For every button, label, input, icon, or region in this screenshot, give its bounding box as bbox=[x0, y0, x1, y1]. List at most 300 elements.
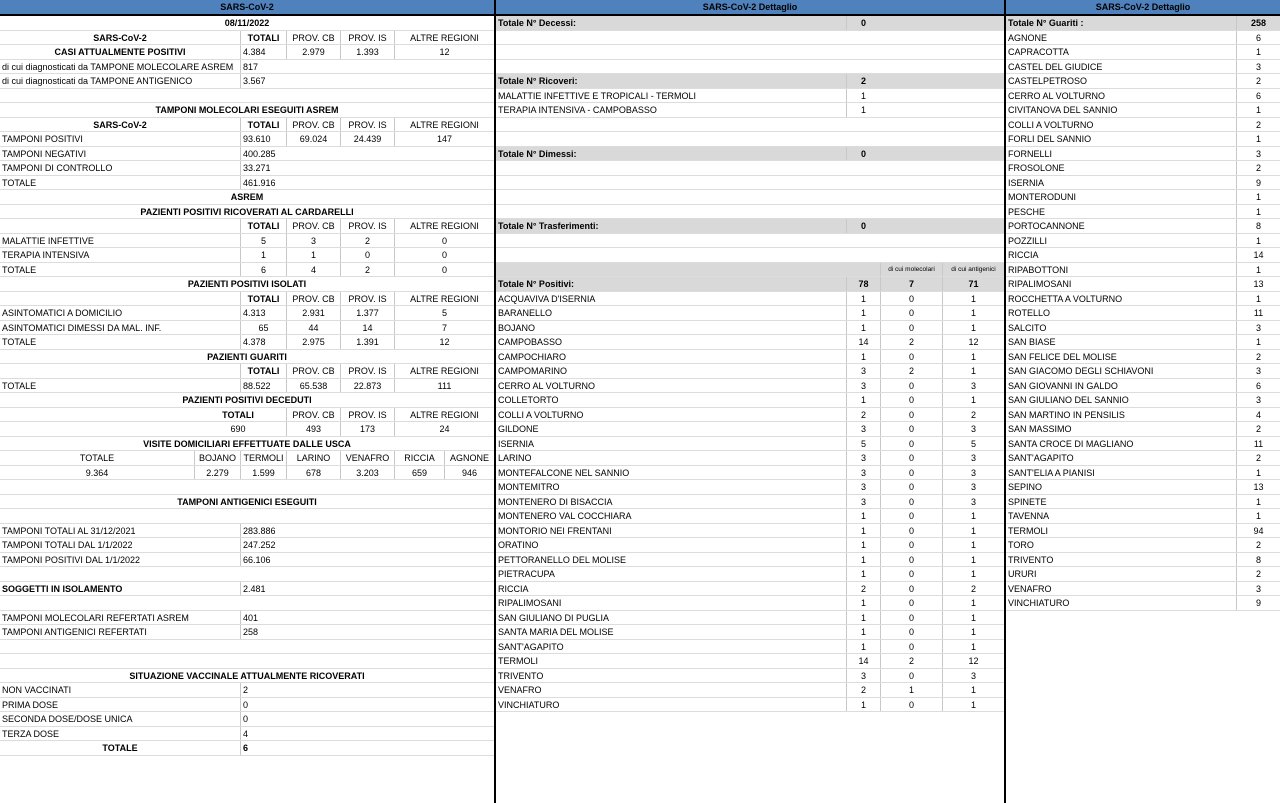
blank-row bbox=[496, 60, 1004, 75]
comune-val: 1 bbox=[1236, 205, 1280, 219]
comune-val: 1 bbox=[1236, 132, 1280, 146]
comune-name: SAN FELICE DEL MOLISE bbox=[1008, 351, 1117, 362]
vacc-title-row bbox=[0, 669, 494, 684]
comune-tot: 2 bbox=[846, 582, 880, 596]
ric-tot-is: 2 bbox=[340, 263, 394, 277]
guariti-comune-row bbox=[1006, 553, 1280, 568]
dec-is: 173 bbox=[340, 422, 394, 436]
comune-name: SANTA MARIA DEL MOLISE bbox=[498, 627, 614, 637]
comune-name: CASTELPETROSO bbox=[1008, 76, 1088, 86]
asint-dom-tot: 4.313 bbox=[240, 306, 286, 320]
comune-mol: 0 bbox=[880, 480, 942, 494]
dimessi-val: 0 bbox=[846, 147, 880, 161]
tamp-pos-altre: 147 bbox=[394, 132, 494, 146]
seconda-val: 0 bbox=[240, 712, 286, 726]
guariti-comune-row bbox=[1006, 393, 1280, 408]
comune-name: CERRO AL VOLTURNO bbox=[1008, 90, 1106, 101]
col-sars: SARS-CoV-2 bbox=[93, 32, 147, 43]
positivi-comune-row bbox=[496, 567, 1004, 582]
mid-header: SARS-CoV-2 Dettaglio bbox=[496, 0, 1004, 16]
blank-row bbox=[496, 190, 1004, 205]
guariti-val: 258 bbox=[1236, 16, 1280, 30]
sub-ant-header: di cui antigenici bbox=[942, 263, 1004, 277]
asint-dim-row bbox=[0, 321, 494, 336]
visite-h-venafro: VENAFRO bbox=[340, 451, 394, 465]
positivi-comune-row bbox=[496, 553, 1004, 568]
col-cb: PROV. CB bbox=[286, 364, 340, 378]
tamp-ctrl-row bbox=[0, 161, 494, 176]
isolamento-row bbox=[0, 582, 494, 597]
comune-name: AGNONE bbox=[1008, 32, 1048, 43]
comune-ant: 1 bbox=[942, 596, 1004, 610]
ant-ref-val: 258 bbox=[240, 625, 286, 639]
asrem-title: ASREM bbox=[230, 192, 264, 202]
mol-ref-label: TAMPONI MOLECOLARI REFERTATI ASREM bbox=[2, 612, 189, 623]
ric-tot-row bbox=[0, 263, 494, 278]
col-totali: TOTALI bbox=[240, 364, 286, 378]
mal-inf-is: 2 bbox=[340, 234, 394, 248]
sub-header-row bbox=[496, 263, 1004, 278]
positivi-comune-row bbox=[496, 408, 1004, 423]
mal-inf-cb: 3 bbox=[286, 234, 340, 248]
comune-val: 2 bbox=[1236, 118, 1280, 132]
casi-label: CASI ATTUALMENTE POSITIVI bbox=[54, 47, 186, 57]
comune-mol: 0 bbox=[880, 669, 942, 683]
asint-dom-label: ASINTOMATICI A DOMICILIO bbox=[2, 308, 123, 318]
comune-tot: 1 bbox=[846, 538, 880, 552]
positivi-comune-row bbox=[496, 437, 1004, 452]
visite-h-agnone: AGNONE bbox=[444, 451, 494, 465]
visite-v-totale: 9.364 bbox=[85, 467, 109, 478]
col-is: PROV. IS bbox=[340, 219, 394, 233]
positivi-comune-row bbox=[496, 379, 1004, 394]
asint-dim-is: 14 bbox=[340, 321, 394, 335]
guariti-comune-row bbox=[1006, 364, 1280, 379]
comune-ant: 1 bbox=[942, 350, 1004, 364]
comune-name: VENAFRO bbox=[498, 685, 542, 695]
col-totali: TOTALI bbox=[240, 118, 286, 132]
comune-name: URURI bbox=[1008, 569, 1037, 579]
asint-dom-cb: 2.931 bbox=[286, 306, 340, 320]
ricovero-row bbox=[496, 89, 1004, 104]
comune-ant: 1 bbox=[942, 292, 1004, 306]
blank-row bbox=[496, 118, 1004, 133]
guariti-label: Totale N° Guariti : bbox=[1008, 18, 1084, 28]
comune-tot: 1 bbox=[846, 567, 880, 581]
positivi-comune-row bbox=[496, 582, 1004, 597]
asint-dom-row bbox=[0, 306, 494, 321]
positivi-tot: 78 bbox=[846, 277, 880, 291]
asint-dim-cb: 44 bbox=[286, 321, 340, 335]
comune-name: TRIVENTO bbox=[1008, 554, 1054, 565]
guariti-comune-row bbox=[1006, 335, 1280, 350]
isolamento-label: SOGGETTI IN ISOLAMENTO bbox=[2, 583, 123, 594]
guariti-comuni-list bbox=[1006, 31, 1280, 611]
tamp-mol-title-row bbox=[0, 103, 494, 118]
tamp-tot-row bbox=[0, 176, 494, 191]
positivi-comune-row bbox=[496, 480, 1004, 495]
col-cb: PROV. CB bbox=[286, 219, 340, 233]
blank-row bbox=[0, 480, 494, 495]
positivi-comune-row bbox=[496, 335, 1004, 350]
comune-mol: 1 bbox=[880, 683, 942, 697]
asint-dim-tot: 65 bbox=[240, 321, 286, 335]
mal-inf-altre: 0 bbox=[394, 234, 494, 248]
col-altre: ALTRE REGIONI bbox=[394, 292, 494, 306]
comune-ant: 3 bbox=[942, 451, 1004, 465]
report-date: 08/11/2022 bbox=[224, 18, 270, 28]
comune-ant: 1 bbox=[942, 364, 1004, 378]
guariti-comune-row bbox=[1006, 45, 1280, 60]
comune-name: SEPINO bbox=[1008, 482, 1043, 492]
comune-name: RIPABOTTONI bbox=[1008, 264, 1069, 275]
comune-mol: 0 bbox=[880, 466, 942, 480]
comune-val: 3 bbox=[1236, 582, 1280, 596]
casi-tot: 4.384 bbox=[240, 45, 286, 59]
comune-name: SALCITO bbox=[1008, 322, 1047, 333]
guariti-comune-row bbox=[1006, 277, 1280, 292]
comune-tot: 14 bbox=[846, 335, 880, 349]
comune-val: 2 bbox=[1236, 161, 1280, 175]
col-altre: ALTRE REGIONI bbox=[394, 118, 494, 132]
mol-row bbox=[0, 60, 494, 75]
visite-v-riccia: 659 bbox=[394, 466, 444, 480]
comune-name: PESCHE bbox=[1008, 206, 1046, 217]
tt2021-label: TAMPONI TOTALI AL 31/12/2021 bbox=[2, 525, 136, 536]
comune-mol: 0 bbox=[880, 538, 942, 552]
casi-cb: 2.979 bbox=[286, 45, 340, 59]
ricovero-val: 1 bbox=[846, 103, 880, 117]
asint-dim-altre: 7 bbox=[394, 321, 494, 335]
visite-h-riccia: RICCIA bbox=[394, 451, 444, 465]
guariti-comune-row bbox=[1006, 205, 1280, 220]
comune-ant: 1 bbox=[942, 306, 1004, 320]
tamp-ctrl-label: TAMPONI DI CONTROLLO bbox=[2, 163, 113, 173]
comune-val: 2 bbox=[1236, 538, 1280, 552]
comune-mol: 0 bbox=[880, 625, 942, 639]
comune-val: 1 bbox=[1236, 263, 1280, 277]
col-cb: PROV. CB bbox=[286, 408, 340, 422]
guariti-comune-row bbox=[1006, 132, 1280, 147]
comune-tot: 2 bbox=[846, 683, 880, 697]
tamp-tot-tot: 461.916 bbox=[240, 176, 286, 190]
isolati-title-row bbox=[0, 277, 494, 292]
tamp-pos-is: 24.439 bbox=[340, 132, 394, 146]
sub-mol-header: di cui molecolari bbox=[880, 263, 942, 277]
comune-name: RICCIA bbox=[498, 583, 529, 594]
comune-mol: 0 bbox=[880, 321, 942, 335]
comune-name: MONTEFALCONE NEL SANNIO bbox=[498, 467, 630, 478]
asrem-row bbox=[0, 190, 494, 205]
comune-mol: 0 bbox=[880, 422, 942, 436]
comune-name: PIETRACUPA bbox=[498, 569, 555, 579]
guariti-comune-row bbox=[1006, 74, 1280, 89]
comune-name: SANTA CROCE DI MAGLIANO bbox=[1008, 438, 1134, 449]
guar-tot-tot: 88.522 bbox=[240, 379, 286, 393]
comune-tot: 3 bbox=[846, 480, 880, 494]
comune-mol: 2 bbox=[880, 654, 942, 668]
positivi-comune-row bbox=[496, 611, 1004, 626]
positivi-comune-row bbox=[496, 596, 1004, 611]
ricovero-label: TERAPIA INTENSIVA - CAMPOBASSO bbox=[498, 105, 657, 115]
comune-val: 8 bbox=[1236, 553, 1280, 567]
tamp-neg-tot: 400.285 bbox=[240, 147, 286, 161]
trasferimenti-label: Totale N° Trasferimenti: bbox=[498, 221, 599, 231]
deceduti-title: PAZIENTI POSITIVI DECEDUTI bbox=[182, 395, 312, 405]
ter-int-row bbox=[0, 248, 494, 263]
positivi-comune-row bbox=[496, 495, 1004, 510]
vacc-tot-label: TOTALE bbox=[102, 743, 138, 753]
positivi-comune-row bbox=[496, 321, 1004, 336]
iso-tot-label: TOTALE bbox=[2, 337, 37, 347]
ter-int-cb: 1 bbox=[286, 248, 340, 262]
tamp-neg-row bbox=[0, 147, 494, 162]
comune-ant: 3 bbox=[942, 669, 1004, 683]
positivi-comune-row bbox=[496, 451, 1004, 466]
vacc-title: SITUAZIONE VACCINALE ATTUALMENTE RICOVERATI bbox=[129, 670, 365, 681]
positivi-comune-row bbox=[496, 364, 1004, 379]
comune-ant: 1 bbox=[942, 538, 1004, 552]
comune-mol: 2 bbox=[880, 335, 942, 349]
guar-tot-label: TOTALE bbox=[2, 380, 37, 391]
comune-val: 3 bbox=[1236, 364, 1280, 378]
comune-val: 2 bbox=[1236, 422, 1280, 436]
comune-ant: 1 bbox=[942, 321, 1004, 335]
tp2022-row bbox=[0, 553, 494, 568]
antig-title: TAMPONI ANTIGENICI ESEGUITI bbox=[177, 496, 317, 507]
comune-name: SAN MASSIMO bbox=[1008, 424, 1072, 434]
right-header: SARS-CoV-2 Dettaglio bbox=[1006, 0, 1280, 16]
comune-name: COLLI A VOLTURNO bbox=[1008, 119, 1094, 130]
comune-val: 1 bbox=[1236, 292, 1280, 306]
tamp-tot-label: TOTALE bbox=[2, 177, 37, 188]
comune-val: 1 bbox=[1236, 103, 1280, 117]
guariti-comune-row bbox=[1006, 538, 1280, 553]
comune-tot: 3 bbox=[846, 669, 880, 683]
comune-name: FORLI DEL SANNIO bbox=[1008, 134, 1092, 144]
mol-ref-row bbox=[0, 611, 494, 626]
comune-val: 9 bbox=[1236, 596, 1280, 610]
decessi-val: 0 bbox=[846, 16, 880, 30]
guariti-comune-row bbox=[1006, 582, 1280, 597]
guariti-comune-row bbox=[1006, 292, 1280, 307]
visite-title-row bbox=[0, 437, 494, 452]
guariti-comune-row bbox=[1006, 89, 1280, 104]
comune-name: CAMPOBASSO bbox=[498, 337, 563, 347]
antig-title-row bbox=[0, 495, 494, 510]
guariti-comune-row bbox=[1006, 596, 1280, 611]
comune-name: MONTERODUNI bbox=[1008, 192, 1076, 202]
prima-label: PRIMA DOSE bbox=[2, 699, 59, 710]
dec-header-row bbox=[0, 408, 494, 423]
comune-name: PORTOCANNONE bbox=[1008, 221, 1085, 231]
comune-name: FORNELLI bbox=[1008, 148, 1053, 159]
positivi-comune-row bbox=[496, 698, 1004, 713]
casi-is: 1.393 bbox=[340, 45, 394, 59]
comune-val: 3 bbox=[1236, 147, 1280, 161]
comune-val: 13 bbox=[1236, 480, 1280, 494]
dimessi-row bbox=[496, 147, 1004, 162]
comune-val: 1 bbox=[1236, 466, 1280, 480]
middle-panel bbox=[496, 0, 1004, 803]
guariti-comune-row bbox=[1006, 379, 1280, 394]
comune-tot: 1 bbox=[846, 306, 880, 320]
guariti-comune-row bbox=[1006, 495, 1280, 510]
guariti-row bbox=[1006, 16, 1280, 31]
blank-row bbox=[0, 640, 494, 655]
comune-mol: 0 bbox=[880, 611, 942, 625]
ric-tot-cb: 4 bbox=[286, 263, 340, 277]
comune-val: 1 bbox=[1236, 45, 1280, 59]
asint-dom-is: 1.377 bbox=[340, 306, 394, 320]
dec-cb: 493 bbox=[286, 422, 340, 436]
comune-mol: 0 bbox=[880, 350, 942, 364]
blank-row bbox=[496, 45, 1004, 60]
vacc-tot-val: 6 bbox=[240, 741, 286, 755]
comune-name: TORO bbox=[1008, 540, 1034, 550]
ricoveri-val: 2 bbox=[846, 74, 880, 88]
blank-row bbox=[496, 161, 1004, 176]
comune-mol: 0 bbox=[880, 640, 942, 654]
comune-mol: 2 bbox=[880, 364, 942, 378]
comune-ant: 1 bbox=[942, 567, 1004, 581]
comune-tot: 2 bbox=[846, 408, 880, 422]
guar-tot-altre: 111 bbox=[394, 379, 494, 393]
comune-val: 6 bbox=[1236, 379, 1280, 393]
comune-mol: 0 bbox=[880, 408, 942, 422]
comune-ant: 1 bbox=[942, 393, 1004, 407]
iso-tot-altre: 12 bbox=[394, 335, 494, 349]
tt2022-row bbox=[0, 538, 494, 553]
tamp-mol-title: TAMPONI MOLECOLARI ESEGUITI ASREM bbox=[155, 105, 339, 115]
right-panel bbox=[1006, 0, 1280, 803]
non-vacc-label: NON VACCINATI bbox=[2, 685, 72, 695]
comune-name: CIVITANOVA DEL SANNIO bbox=[1008, 105, 1118, 115]
comune-name: COLLETORTO bbox=[498, 395, 559, 405]
visite-v-agnone: 946 bbox=[444, 466, 494, 480]
ant-row bbox=[0, 74, 494, 89]
tp2022-val: 66.106 bbox=[240, 553, 286, 567]
comune-name: TERMOLI bbox=[498, 656, 539, 666]
guariti-comune-row bbox=[1006, 190, 1280, 205]
comune-tot: 3 bbox=[846, 422, 880, 436]
comune-val: 11 bbox=[1236, 437, 1280, 451]
ter-int-tot: 1 bbox=[240, 248, 286, 262]
comune-name: CAPRACOTTA bbox=[1008, 47, 1069, 57]
ricoveri-list bbox=[496, 89, 1004, 118]
col-is: PROV. IS bbox=[340, 118, 394, 132]
comune-val: 2 bbox=[1236, 350, 1280, 364]
comune-ant: 12 bbox=[942, 654, 1004, 668]
col-totali: TOTALI bbox=[222, 409, 254, 420]
comune-mol: 0 bbox=[880, 495, 942, 509]
comune-ant: 1 bbox=[942, 553, 1004, 567]
comune-tot: 3 bbox=[846, 451, 880, 465]
comune-name: VINCHIATURO bbox=[1008, 598, 1070, 608]
blank-row bbox=[0, 89, 494, 104]
guariti-comune-row bbox=[1006, 248, 1280, 263]
comune-val: 1 bbox=[1236, 234, 1280, 248]
blank-row bbox=[496, 132, 1004, 147]
comune-val: 8 bbox=[1236, 219, 1280, 233]
blank-row bbox=[496, 31, 1004, 46]
tamp-ctrl-tot: 33.271 bbox=[240, 161, 286, 175]
comune-mol: 0 bbox=[880, 306, 942, 320]
comune-ant: 5 bbox=[942, 437, 1004, 451]
comune-ant: 1 bbox=[942, 683, 1004, 697]
visite-v-termoli: 1.599 bbox=[240, 466, 286, 480]
tamp-neg-label: TAMPONI NEGATIVI bbox=[2, 148, 87, 159]
tamp-pos-cb: 69.024 bbox=[286, 132, 340, 146]
guariti-comune-row bbox=[1006, 234, 1280, 249]
comune-mol: 0 bbox=[880, 567, 942, 581]
comune-tot: 3 bbox=[846, 379, 880, 393]
guar-tot-row bbox=[0, 379, 494, 394]
comune-tot: 1 bbox=[846, 393, 880, 407]
asint-dom-altre: 5 bbox=[394, 306, 494, 320]
left-header: SARS-CoV-2 bbox=[0, 0, 494, 16]
casi-row bbox=[0, 45, 494, 60]
decessi-label: Totale N° Decessi: bbox=[498, 18, 576, 28]
col-altre: ALTRE REGIONI bbox=[394, 408, 494, 422]
iso-header-row bbox=[0, 292, 494, 307]
comune-val: 13 bbox=[1236, 277, 1280, 291]
comune-ant: 12 bbox=[942, 335, 1004, 349]
blank-row bbox=[0, 509, 494, 524]
comune-val: 1 bbox=[1236, 495, 1280, 509]
comune-val: 14 bbox=[1236, 248, 1280, 262]
tt2022-label: TAMPONI TOTALI DAL 1/1/2022 bbox=[2, 540, 133, 550]
comune-name: POZZILLI bbox=[1008, 235, 1048, 246]
positivi-label: Totale N° Positivi: bbox=[498, 279, 574, 289]
ric-tot-label: TOTALE bbox=[2, 264, 37, 275]
comune-ant: 2 bbox=[942, 408, 1004, 422]
comune-tot: 1 bbox=[846, 553, 880, 567]
positivi-comune-row bbox=[496, 466, 1004, 481]
comune-val: 4 bbox=[1236, 408, 1280, 422]
ant-val: 3.567 bbox=[240, 74, 286, 88]
comune-name: PETTORANELLO DEL MOLISE bbox=[498, 554, 627, 565]
guariti-comune-row bbox=[1006, 567, 1280, 582]
left-panel bbox=[0, 0, 494, 803]
col-altre: ALTRE REGIONI bbox=[394, 364, 494, 378]
visite-v-bojano: 2.279 bbox=[194, 466, 240, 480]
comune-name: SANT'AGAPITO bbox=[498, 641, 564, 652]
comune-name: CAMPOCHIARO bbox=[498, 351, 567, 362]
comune-name: SANT'ELIA A PIANISI bbox=[1008, 467, 1095, 478]
positivi-comune-row bbox=[496, 683, 1004, 698]
comune-val: 11 bbox=[1236, 306, 1280, 320]
guariti-title: PAZIENTI GUARITI bbox=[207, 351, 287, 362]
guar-header-row bbox=[0, 364, 494, 379]
dimessi-label: Totale N° Dimessi: bbox=[498, 148, 577, 159]
guariti-comune-row bbox=[1006, 219, 1280, 234]
positivi-comune-row bbox=[496, 509, 1004, 524]
comune-tot: 1 bbox=[846, 524, 880, 538]
comune-name: RICCIA bbox=[1008, 250, 1039, 260]
ricovero-val: 1 bbox=[846, 89, 880, 103]
dec-altre: 24 bbox=[394, 422, 494, 436]
comune-tot: 1 bbox=[846, 640, 880, 654]
comune-mol: 0 bbox=[880, 379, 942, 393]
non-vacc-val: 2 bbox=[240, 683, 286, 697]
col-is: PROV. IS bbox=[340, 31, 394, 45]
positivi-comune-row bbox=[496, 625, 1004, 640]
comune-tot: 5 bbox=[846, 437, 880, 451]
col-cb: PROV. CB bbox=[286, 31, 340, 45]
blank-row bbox=[496, 176, 1004, 191]
comune-val: 6 bbox=[1236, 89, 1280, 103]
